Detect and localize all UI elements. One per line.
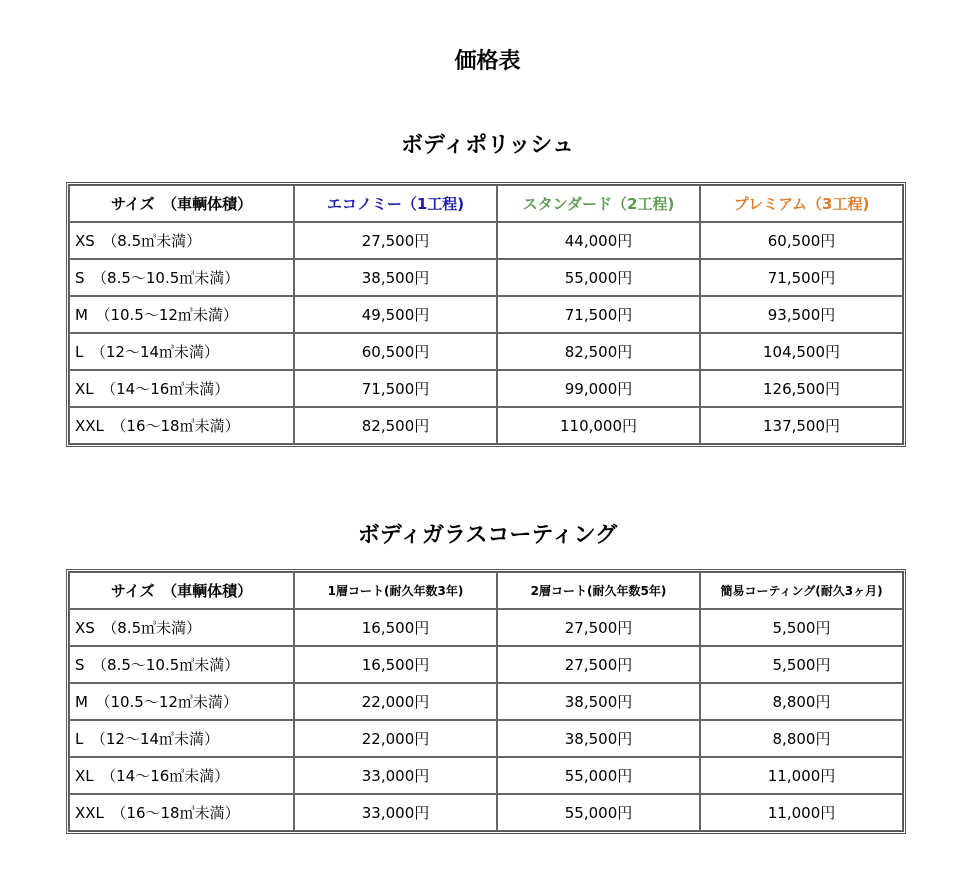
- one-layer-price: 33,000円: [294, 794, 497, 831]
- header-size: サイズ （車輌体積）: [69, 185, 294, 222]
- page-title: 価格表: [454, 49, 521, 74]
- body-polish-title: ボディポリッシュ: [401, 133, 574, 158]
- economy-price: 82,500円: [294, 407, 497, 444]
- table-row: [69, 646, 903, 683]
- simple-coating-price: 5,500円: [700, 646, 903, 683]
- premium-price: 126,500円: [700, 370, 903, 407]
- size-cell: M （10.5～12㎥未満）: [69, 296, 294, 333]
- size-cell: L （12～14㎥未満）: [69, 720, 294, 757]
- table-row: [69, 259, 903, 296]
- size-cell: S （8.5～10.5㎥未満）: [69, 259, 294, 296]
- size-cell: XL （14～16㎥未満）: [69, 370, 294, 407]
- table-row: [69, 407, 903, 444]
- size-cell: XXL （16～18㎥未満）: [69, 407, 294, 444]
- table-row: [69, 222, 903, 259]
- economy-price: 49,500円: [294, 296, 497, 333]
- simple-coating-price: 8,800円: [700, 683, 903, 720]
- glass-coating-price-table: [66, 569, 906, 834]
- one-layer-price: 22,000円: [294, 683, 497, 720]
- size-cell: M （10.5～12㎥未満）: [69, 683, 294, 720]
- table-row: [69, 757, 903, 794]
- size-cell: XS （8.5㎥未満）: [69, 609, 294, 646]
- table-row: [69, 720, 903, 757]
- standard-price: 55,000円: [497, 259, 700, 296]
- one-layer-price: 22,000円: [294, 720, 497, 757]
- one-layer-price: 33,000円: [294, 757, 497, 794]
- standard-price: 110,000円: [497, 407, 700, 444]
- economy-price: 27,500円: [294, 222, 497, 259]
- table-row: [69, 370, 903, 407]
- simple-coating-price: 8,800円: [700, 720, 903, 757]
- body-polish-price-table: [66, 182, 906, 447]
- glass-coating-title: ボディガラスコーティング: [357, 523, 618, 548]
- two-layer-price: 38,500円: [497, 683, 700, 720]
- premium-price: 93,500円: [700, 296, 903, 333]
- premium-price: 60,500円: [700, 222, 903, 259]
- header-simple-coating: 簡易コーティング(耐久3ヶ月): [700, 572, 903, 609]
- one-layer-price: 16,500円: [294, 609, 497, 646]
- table-row: [69, 683, 903, 720]
- economy-price: 60,500円: [294, 333, 497, 370]
- economy-price: 38,500円: [294, 259, 497, 296]
- header-one-layer: 1層コート(耐久年数3年): [294, 572, 497, 609]
- table-header-row: [69, 572, 903, 609]
- two-layer-price: 55,000円: [497, 757, 700, 794]
- table-row: [69, 794, 903, 831]
- two-layer-price: 55,000円: [497, 794, 700, 831]
- size-cell: XXL （16～18㎥未満）: [69, 794, 294, 831]
- header-size: サイズ （車輌体積）: [69, 572, 294, 609]
- table-row: [69, 333, 903, 370]
- size-cell: XL （14～16㎥未満）: [69, 757, 294, 794]
- economy-price: 71,500円: [294, 370, 497, 407]
- two-layer-price: 27,500円: [497, 609, 700, 646]
- table-header-row: [69, 185, 903, 222]
- premium-price: 137,500円: [700, 407, 903, 444]
- size-cell: XS （8.5㎥未満）: [69, 222, 294, 259]
- size-cell: L （12～14㎥未満）: [69, 333, 294, 370]
- two-layer-price: 38,500円: [497, 720, 700, 757]
- standard-price: 99,000円: [497, 370, 700, 407]
- simple-coating-price: 11,000円: [700, 757, 903, 794]
- size-cell: S （8.5～10.5㎥未満）: [69, 646, 294, 683]
- standard-price: 71,500円: [497, 296, 700, 333]
- two-layer-price: 27,500円: [497, 646, 700, 683]
- one-layer-price: 16,500円: [294, 646, 497, 683]
- table-row: [69, 609, 903, 646]
- header-standard: スタンダード（2工程): [497, 185, 700, 222]
- header-economy: エコノミー（1工程): [294, 185, 497, 222]
- premium-price: 104,500円: [700, 333, 903, 370]
- standard-price: 82,500円: [497, 333, 700, 370]
- standard-price: 44,000円: [497, 222, 700, 259]
- simple-coating-price: 11,000円: [700, 794, 903, 831]
- header-premium: プレミアム（3工程): [700, 185, 903, 222]
- simple-coating-price: 5,500円: [700, 609, 903, 646]
- table-row: [69, 296, 903, 333]
- header-two-layer: 2層コート(耐久年数5年): [497, 572, 700, 609]
- premium-price: 71,500円: [700, 259, 903, 296]
